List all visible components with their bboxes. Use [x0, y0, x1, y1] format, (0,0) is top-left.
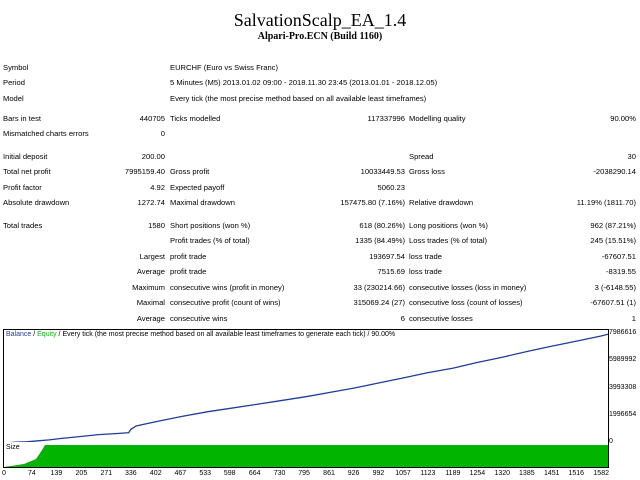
legend-balance: Balance — [6, 331, 32, 338]
maximum-label: Maximum — [132, 283, 165, 292]
maximal-profit-value: 315069.24 (27) — [353, 298, 405, 307]
short-value: 618 (80.26%) — [359, 221, 405, 230]
x-tick-label: 1320 — [494, 470, 511, 477]
x-tick-label: 336 — [124, 470, 137, 477]
x-tick-label: 1451 — [543, 470, 560, 477]
x-tick-label: 861 — [323, 470, 335, 477]
x-tick-label: 402 — [149, 470, 162, 477]
chart-legend — [6, 331, 395, 338]
size-chart — [3, 442, 609, 468]
model-row — [0, 93, 640, 105]
avg-losses-value: 1 — [631, 314, 636, 323]
maxdd-value: 157475.80 (7.16%) — [340, 198, 405, 207]
x-tick-label: 664 — [248, 470, 261, 477]
maximal-loss-value: -67607.51 (1) — [590, 298, 636, 307]
payoff-value: 5060.23 — [377, 183, 405, 192]
bars-label: Bars in test — [3, 114, 41, 123]
maxdd-label: Maximal drawdown — [170, 198, 235, 207]
quality-label: Modelling quality — [409, 114, 466, 123]
symbol-row — [0, 62, 640, 74]
x-tick-label: 1057 — [395, 470, 411, 477]
pf-row — [0, 182, 640, 194]
loss-trades-value: 245 (15.51%) — [590, 236, 636, 245]
y-tick-label: 3993308 — [609, 383, 637, 391]
size-label: Size — [6, 444, 20, 451]
average-row — [0, 266, 640, 278]
maximal-row — [0, 297, 640, 309]
profit-trades-value: 1335 (84.49%) — [355, 236, 405, 245]
x-tick-label: 1254 — [469, 470, 486, 477]
total-trades-value: 1580 — [148, 221, 165, 230]
x-tick-label: 1516 — [568, 470, 585, 477]
x-tick-label: 730 — [273, 470, 286, 477]
average-profit-label: profit trade — [170, 267, 207, 276]
average-profit-value: 7515.69 — [377, 267, 405, 276]
avg-losses-label: consecutive losses — [409, 314, 473, 323]
balance-chart — [3, 329, 609, 444]
x-tick-label: 598 — [223, 470, 236, 477]
max-losses-label: consecutive losses (loss in money) — [409, 283, 527, 292]
quality-value: 90.00% — [610, 114, 636, 123]
size-area — [4, 445, 608, 467]
balance-line — [4, 334, 608, 443]
netprofit-label: Total net profit — [3, 167, 51, 176]
ticks-value: 117337996 — [367, 114, 405, 123]
long-label: Long positions (won %) — [409, 221, 488, 230]
x-tick-label: 0 — [2, 470, 6, 477]
grossprofit-value: 10033449.53 — [360, 167, 405, 176]
spread-label: Spread — [409, 152, 434, 161]
x-tick-label: 205 — [75, 470, 88, 477]
pf-value: 4.92 — [150, 183, 165, 192]
average-consecutive-row — [0, 313, 640, 325]
x-tick-label: 533 — [199, 470, 212, 477]
x-tick-label: 467 — [174, 470, 187, 477]
x-tick-label: 1123 — [420, 470, 436, 477]
largest-profit-value: 193697.54 — [369, 252, 405, 261]
report-title: SalvationScalp_EA_1.4 — [233, 10, 407, 30]
legend-equity: Equity — [37, 331, 57, 338]
average-loss-value: -8319.55 — [606, 267, 636, 276]
legend-sep: / — [31, 331, 38, 338]
average-loss-label: loss trade — [409, 267, 442, 276]
long-value: 962 (87.21%) — [590, 221, 636, 230]
mismatch-label: Mismatched charts errors — [3, 129, 89, 138]
deposit-value: 200.00 — [141, 152, 165, 161]
average2-label: Average — [136, 314, 165, 323]
legend-rest: / Every tick (the most precise method based on all available least timeframes to generate each tick) / 90.00% — [56, 331, 396, 338]
size-chart-svg — [4, 442, 608, 467]
symbol-value: EURCHF (Euro vs Swiss Franc) — [170, 63, 279, 72]
avg-wins-label: consecutive wins — [170, 314, 228, 323]
spread-value: 30 — [627, 152, 636, 161]
payoff-label: Expected payoff — [170, 183, 225, 192]
pf-label: Profit factor — [3, 183, 42, 192]
largest-row — [0, 251, 640, 263]
profit-trades-label: Profit trades (% of total) — [170, 236, 250, 245]
maximal-loss-label: consecutive loss (count of losses) — [409, 298, 523, 307]
x-tick-label: 271 — [100, 470, 113, 477]
deposit-label: Initial deposit — [3, 152, 48, 161]
period-value: 5 Minutes (M5) 2013.01.02 09:00 - 2018.11.30 23:45 (2013.01.01 - 2018.12.05) — [170, 78, 438, 87]
model-label: Model — [3, 94, 24, 103]
bars-value: 440705 — [139, 114, 165, 123]
drawdown-row — [0, 197, 640, 209]
avg-wins-value: 6 — [400, 314, 405, 323]
total-trades-label: Total trades — [3, 221, 43, 230]
model-value: Every tick (the most precise method based on all available least timeframes) — [170, 94, 427, 103]
largest-loss-value: -67607.51 — [601, 252, 636, 261]
x-tick-label: 139 — [50, 470, 63, 477]
x-tick-label: 1385 — [519, 470, 535, 477]
trades-row — [0, 220, 640, 232]
grossprofit-label: Gross profit — [170, 167, 210, 176]
maximal-label: Maximal — [136, 298, 165, 307]
y-tick-label: 7986616 — [609, 329, 637, 337]
y-tick-label: 5989992 — [609, 356, 637, 364]
reldd-label: Relative drawdown — [409, 198, 474, 207]
grossloss-value: -2038290.14 — [593, 167, 636, 176]
x-tick-label: 926 — [347, 470, 360, 477]
period-row — [0, 77, 640, 89]
short-label: Short positions (won %) — [170, 221, 251, 230]
y-tick-label: 0 — [609, 438, 613, 445]
period-label: Period — [3, 78, 25, 87]
x-tick-label: 74 — [28, 470, 36, 477]
max-wins-value: 33 (230214.66) — [353, 283, 405, 292]
symbol-label: Symbol — [3, 63, 29, 72]
reldd-value: 11.19% (1811.70) — [576, 198, 636, 207]
absdd-value: 1272.74 — [137, 198, 165, 207]
mismatch-row — [0, 128, 640, 140]
y-tick-label: 1996654 — [609, 410, 637, 418]
largest-loss-label: loss trade — [409, 252, 442, 261]
balance-chart-svg — [4, 330, 608, 443]
x-tick-label: 992 — [372, 470, 385, 477]
bars-row — [0, 113, 640, 125]
largest-profit-label: profit trade — [170, 252, 207, 261]
max-losses-value: 3 (-6148.55) — [594, 283, 636, 292]
max-wins-label: consecutive wins (profit in money) — [170, 283, 285, 292]
loss-trades-label: Loss trades (% of total) — [409, 236, 488, 245]
ticks-label: Ticks modelled — [170, 114, 221, 123]
x-tick-label: 1189 — [445, 470, 461, 477]
absdd-label: Absolute drawdown — [3, 198, 70, 207]
average-label: Average — [136, 267, 165, 276]
grossloss-label: Gross loss — [409, 167, 445, 176]
mismatch-value: 0 — [160, 129, 165, 138]
deposit-row — [0, 151, 640, 163]
x-tick-label: 1582 — [593, 470, 609, 477]
report-subtitle: Alpari-Pro.ECN (Build 1160) — [257, 31, 383, 42]
profit-trades-row — [0, 235, 640, 247]
maximum-row — [0, 282, 640, 294]
maximal-profit-label: consecutive profit (count of wins) — [170, 298, 281, 307]
x-tick-label: 795 — [298, 470, 310, 477]
netprofit-row — [0, 166, 640, 178]
largest-label: Largest — [139, 252, 165, 261]
netprofit-value: 7995159.40 — [124, 167, 165, 176]
